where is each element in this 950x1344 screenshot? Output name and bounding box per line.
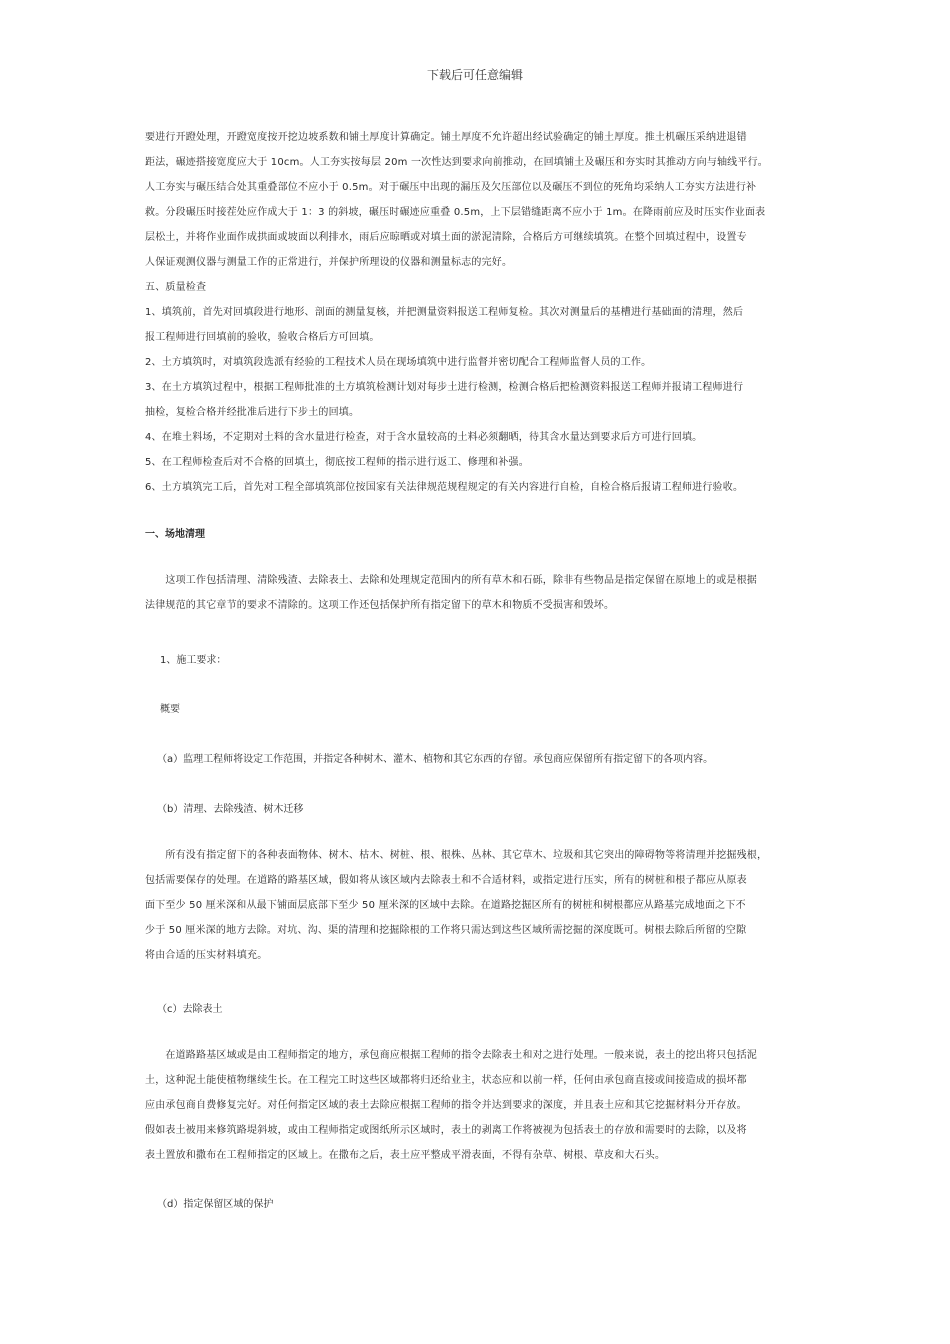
text-line: 应由承包商自费修复完好。对任何指定区域的表土去除应根据工程师的指令并达到要求的深度，并且表土应和其它挖掘材料分开存放。 (145, 1100, 747, 1111)
text-line: 所有没有指定留下的各种表面物体、树木、枯木、树桩、根、根株、丛林、其它草木、垃圾和其它突出的障碍物等将清理并挖掘残根， (145, 850, 768, 861)
text-line: 5、在工程师检查后对不合格的回填土，彻底按工程师的指示进行返工、修理和补强。 (145, 457, 529, 468)
text-line: 包括需要保存的处理。在道路的路基区域，假如将从该区域内去除表土和不合适材料，或指定进行压实，所有的树桩和根子都应从原表 (145, 875, 747, 886)
text-line: 6、土方填筑完工后，首先对工程全部填筑部位按国家有关法律规范规程规定的有关内容进行自检，自检合格后报请工程师进行验收。 (145, 482, 744, 493)
page-header: 下载后可任意编辑 (426, 68, 523, 82)
text-line: 将由合适的压实材料填充。 (145, 950, 268, 961)
text-line: 这项工作包括清理、清除残渣、去除表土、去除和处理规定范围内的所有草木和石砾，除非有些物品是指定保留在原地上的或是根据 (145, 575, 757, 586)
subheading-construction-requirements: 1、施工要求： (160, 655, 227, 666)
text-line: 距法，碾迹搭接宽度应大于 10cm。人工夯实按每层 20m 一次性达到要求向前推动，在回填铺土及碾压和夯实时其推动方向与轴线平行。 (145, 157, 768, 168)
text-line: 层松土，并将作业面作成拱面或坡面以利排水，雨后应晾晒或对填土面的淤泥清除，合格后方可继续填筑。在整个回填过程中，设置专 (145, 232, 747, 243)
text-line: 救。分段碾压时接茬处应作成大于 1：3 的斜坡，碾压时碾迹应重叠 0.5m，上下层错缝距离不应小于 1m。在降雨前应及时压实作业面表 (145, 207, 766, 218)
paragraph-block-1 (145, 125, 815, 500)
text-line: 4、在堆土料场，不定期对土料的含水量进行检查，对于含水量较高的土料必须翻晒，待其含水量达到要求后方可进行回填。 (145, 432, 703, 443)
text-line: 假如表土被用来修筑路堤斜坡，或由工程师指定或图纸所示区域时，表土的剥离工作将被视为包括表土的存放和需要时的去除，以及将 (145, 1125, 747, 1136)
text-line: 2、土方填筑时，对填筑段选派有经验的工程技术人员在现场填筑中进行监督并密切配合工程师监督人员的工作。 (145, 357, 652, 368)
text-line: 3、在土方填筑过程中，根据工程师批准的土方填筑检测计划对每步土进行检测，检测合格后把检测资料报送工程师并报请工程师进行 (145, 382, 744, 393)
text-line: 要进行开蹬处理，开蹬宽度按开挖边坡系数和铺土厚度计算确定。铺土厚度不允许超出经试验确定的铺土厚度。推土机碾压采纳进退错 (145, 132, 747, 143)
text-line: 在道路路基区域或是由工程师指定的地方，承包商应根据工程师的指令去除表土和对之进行处理。一般来说，表土的挖出将只包括泥 (145, 1050, 757, 1061)
paragraph-block-3 (145, 843, 815, 968)
subheading-overview: 概要 (160, 704, 180, 715)
text-line: 抽检，复检合格并经批准后进行下步土的回填。 (145, 407, 360, 418)
section-title-quality: 五、质量检查 (145, 282, 207, 293)
paragraph-block-2 (145, 568, 815, 618)
section-heading-site-clearing: 一、场地清理 (145, 529, 205, 540)
text-line: 表土置放和撒布在工程师指定的区域上。在撒布之后，表土应平整成平滑表面，不得有杂草、树根、草皮和大石头。 (145, 1150, 666, 1161)
item-b: （b）清理、去除残渣、树木迁移 (157, 804, 304, 815)
text-line: 面下至少 50 厘米深和从最下铺面层底部下至少 50 厘米深的区域中去除。在道路挖掘区所有的树桩和树根都应从路基完成地面之下不 (145, 900, 746, 911)
text-line: 1、填筑前，首先对回填段进行地形、剖面的测量复核，并把测量资料报送工程师复检。其次对测量后的基槽进行基础面的清理，然后 (145, 307, 744, 318)
paragraph-block-4 (145, 1043, 815, 1168)
item-c: （c）去除表土 (157, 1004, 223, 1015)
item-a: （a）监理工程师将设定工作范围，并指定各种树木、灌木、植物和其它东西的存留。承包商应保留所有指定留下的各项内容。 (157, 754, 714, 765)
text-line: 土，这种泥土能使植物继续生长。在工程完工时这些区域都将归还给业主，状态应和以前一样，任何由承包商直接或间接造成的损坏都 (145, 1075, 747, 1086)
item-d: （d）指定保留区域的保护 (157, 1199, 274, 1210)
text-line: 人保证观测仪器与测量工作的正常进行，并保护所理设的仪器和测量标志的完好。 (145, 257, 513, 268)
text-line: 少于 50 厘米深的地方去除。对坑、沟、渠的清理和挖掘除根的工作将只需达到这些区域所需挖掘的深度既可。树根去除后所留的空隙 (145, 925, 747, 936)
text-line: 法律规范的其它章节的要求不清除的。这项工作还包括保护所有指定留下的草木和物质不受损害和毁坏。 (145, 600, 615, 611)
text-line: 人工夯实与碾压结合处其重叠部位不应小于 0.5m。对于碾压中出现的漏压及欠压部位以及碾压不到位的死角均采纳人工夯实方法进行补 (145, 182, 757, 193)
text-line: 报工程师进行回填前的验收，验收合格后方可回填。 (145, 332, 380, 343)
